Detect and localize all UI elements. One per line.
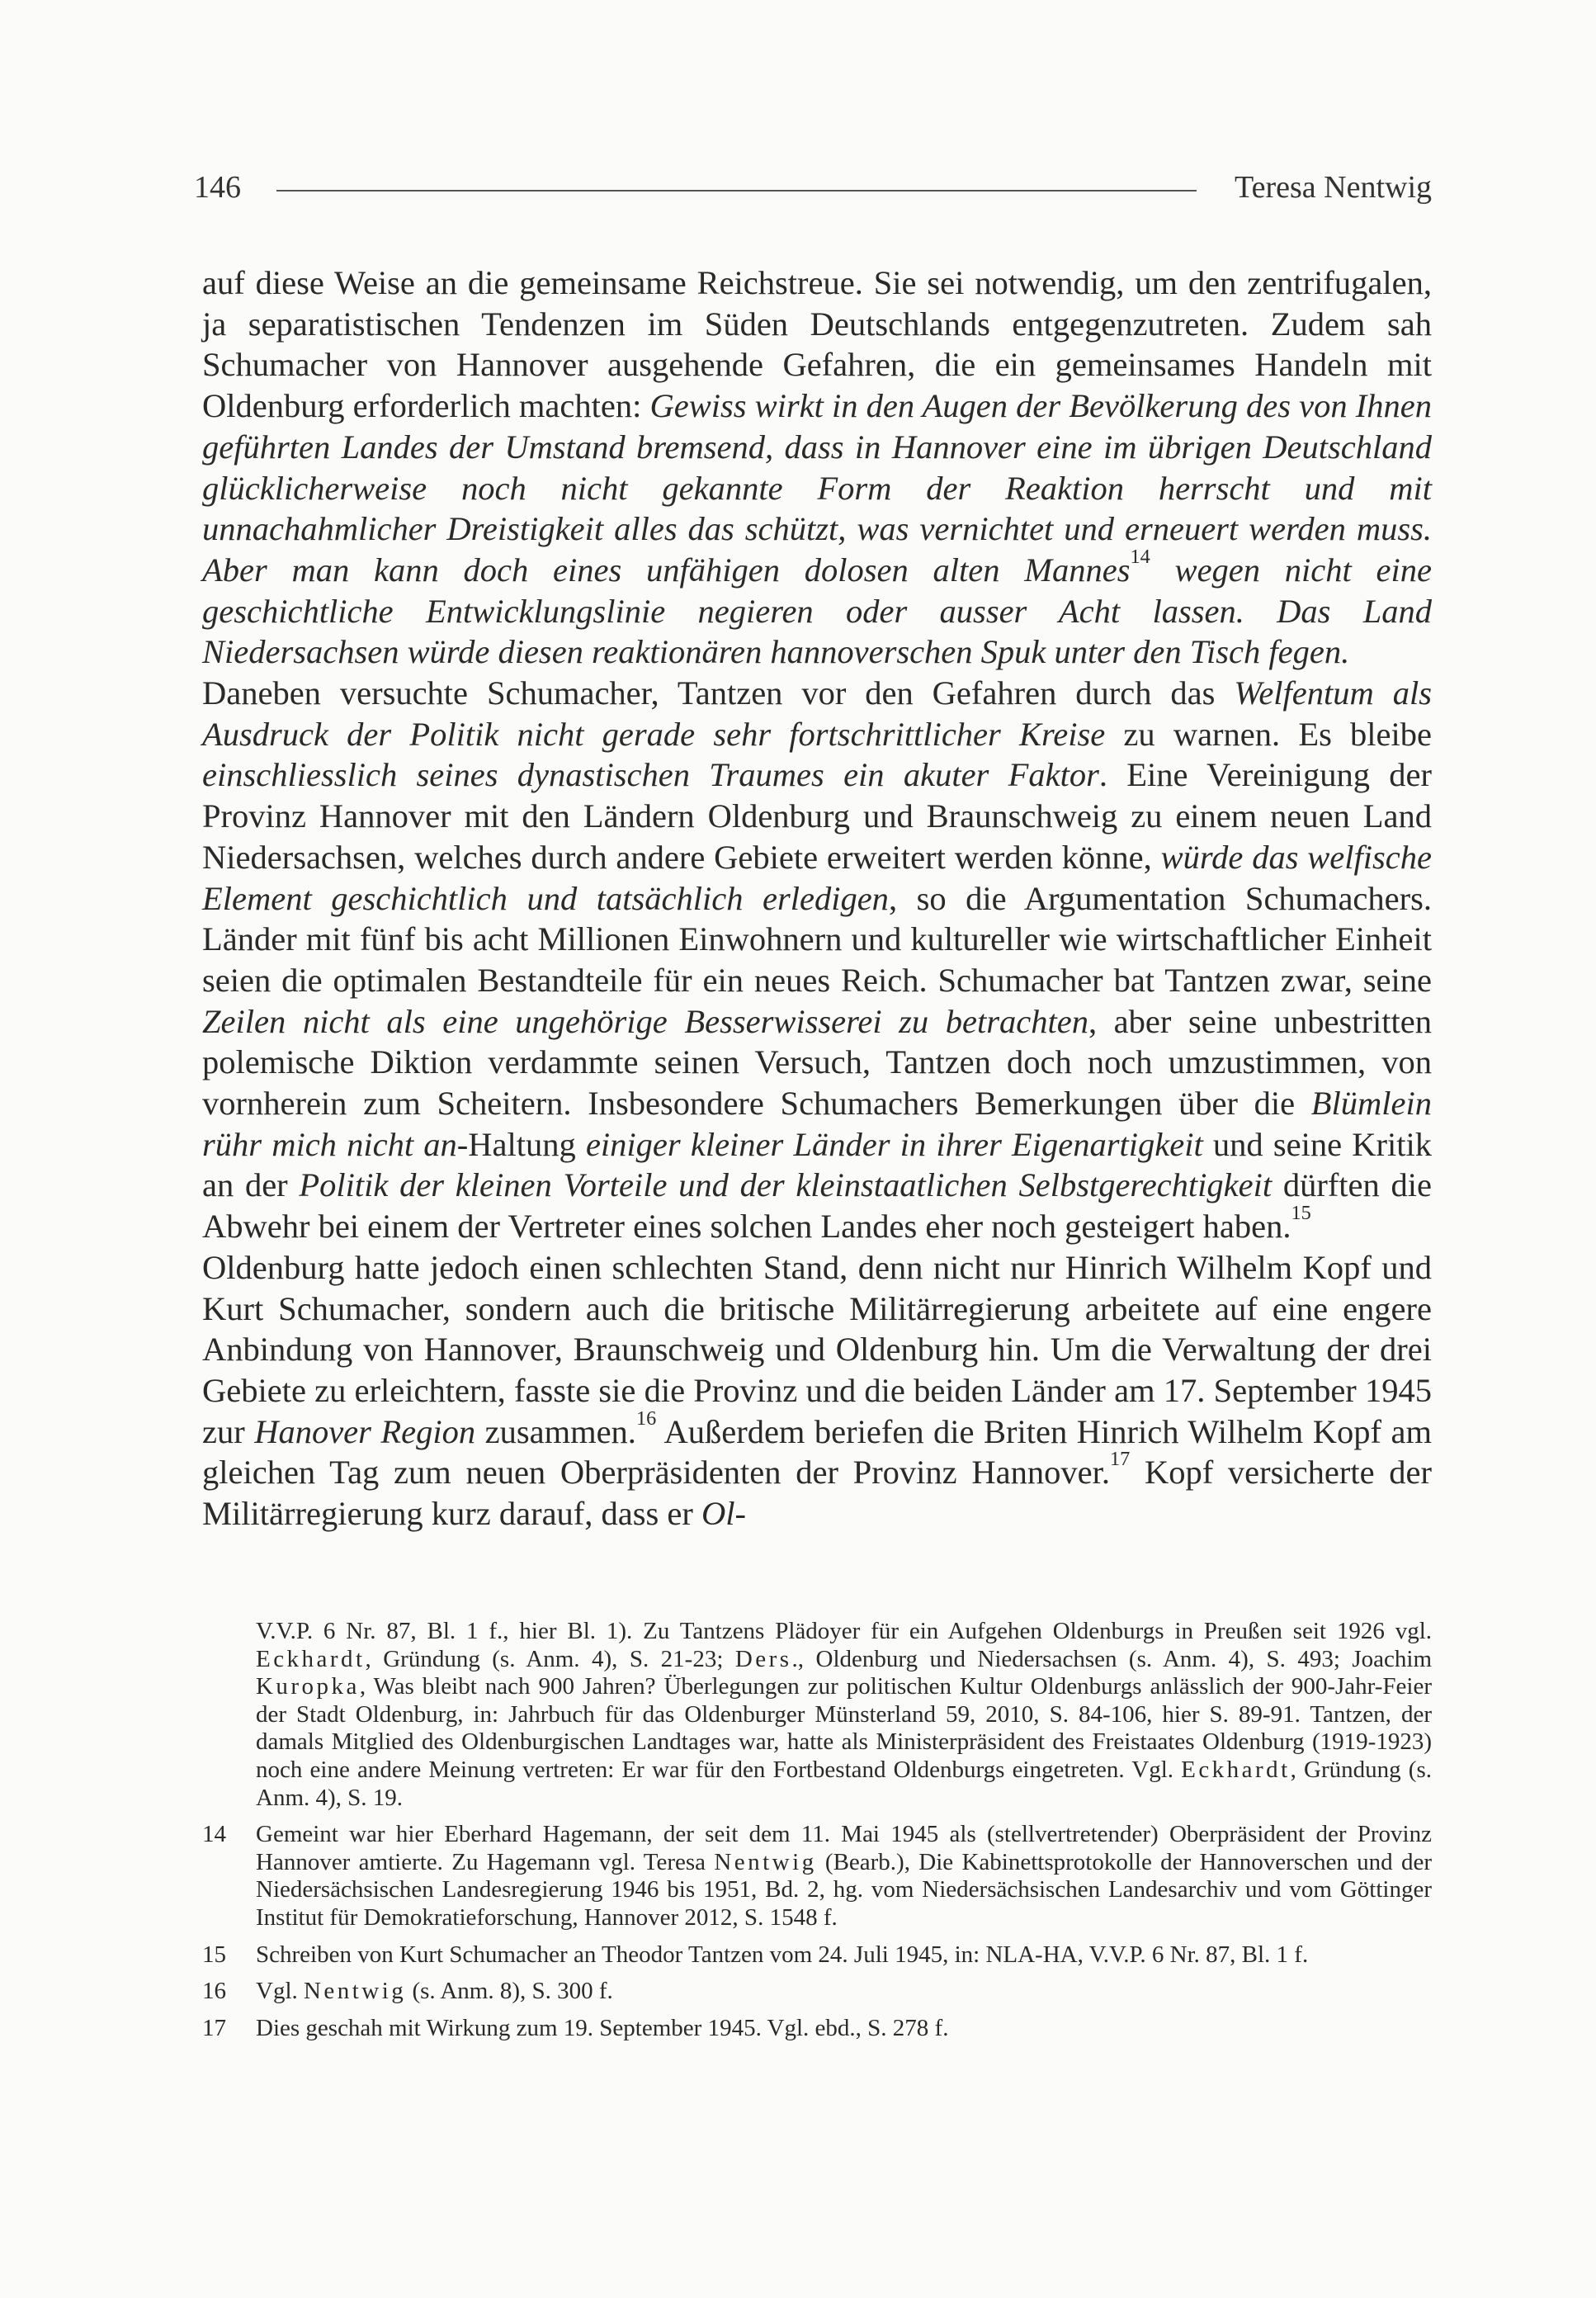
page-number: 146 [194,170,241,205]
paragraph-3 [202,1247,1432,1534]
author-name: Eckhardt [256,1645,366,1672]
text-run: , Gründung (s. Anm. 4), S. 19. [256,1756,1432,1811]
footnote-number: 15 [202,1941,226,1968]
running-header [194,169,1432,215]
text-run: auf diese Weise an die gemeinsame Reichstreue. Sie sei notwendig, um den zentrifugalen, ja separatistischen Tendenzen im Süden Deutschlands entgegenzutreten. Zudem sah Schumacher von Hannover ausgehende Gefahren, die ein gemeinsames Handeln mit Oldenburg erforderlich machten: [202,264,1432,425]
running-author: Teresa Nentwig [1235,170,1432,205]
paragraph-2 [202,673,1432,1247]
footnote-ref-14: 14 [1130,546,1150,569]
header-rule [276,190,1197,192]
quote-run: wegen nicht eine geschichtliche Entwicklungslinie negieren oder ausser Acht lassen. Das Land Niedersachsen würde diesen reaktionären hannoverschen Spuk unter den Tisch fegen. [202,551,1432,671]
author-name: Kuropka [256,1673,360,1700]
text-run: dürften die Abwehr bei einem der Vertreter eines solchen Landes eher noch gesteigert haben. [202,1166,1432,1246]
text-run: , Gründung (s. Anm. 4), S. 21-23; [365,1645,735,1672]
footnote-17 [202,2015,1432,2043]
footnote-number: 17 [202,2014,226,2041]
quote-run: einschliesslich seines dynastischen Traumes ein akuter Faktor [202,756,1099,794]
quote-run: Welfentum als Ausdruck der Politik nicht gerade sehr fortschrittlicher Kreise [202,674,1432,753]
footnote-16 [202,1978,1432,2006]
text-run: , so die Argumentation Schumachers. Länder mit fünf bis acht Millionen Einwohnern und kultureller wie wirtschaftlicher Einheit seien die optimalen Bestandteile für ein neues Reich. Schumacher bat Tantzen zwar, seine [202,879,1432,999]
quote-run: einiger kleiner Länder in ihrer Eigenartigkeit [585,1125,1203,1163]
footnotes [202,1618,1432,2051]
text-run: Kopf versicherte der Militärregierung kurz darauf, dass er [202,1454,1433,1533]
text-run: zu warnen. Es bleibe [1105,715,1432,753]
quote-run: Ol- [701,1495,747,1533]
text-run: und seine Kritik an der [202,1125,1433,1204]
text-run: Oldenburg hatte jedoch einen schlechten Stand, denn nicht nur Hinrich Wilhelm Kopf und Kurt Schumacher, sondern auch die britische Militärregierung arbeitete auf eine engere Anbindung von Hannover, Braunschweig und Oldenburg hin. Um die Verwaltung der drei Gebiete zu erleichtern, fasste sie die Provinz und die beiden Länder am 17. September 1945 zur [202,1248,1432,1450]
text-run: -Haltung [456,1125,586,1163]
text-run: Daneben versuchte Schumacher, Tantzen vor den Gefahren durch das [202,674,1235,712]
footnote-ref-15: 15 [1291,1202,1311,1225]
footnote-ref-16: 16 [635,1407,657,1430]
quote-run: Politik der kleinen Vorteile und der kleinstaatlichen Selbstgerechtigkeit [299,1166,1273,1204]
footnote-14 [202,1821,1432,1932]
author-name: Ders [734,1645,792,1672]
quote-run: Gewiss wirkt in den Augen der Bevölkerung des von Ihnen geführten Landes der Umstand bremsend, dass in Hannover eine im übrigen Deutschland glücklicherweise noch nicht gekannte Form der Reaktion herrscht und mit unnachahmlicher Dreistigkeit alles das schützt, was vernichtet und erneuert werden muss. Aber man kann doch eines unfähigen dolosen alten Mannes [202,387,1433,589]
text-run: zusammen. [475,1412,636,1450]
text-run: (Bearb.), Die Kabinettsprotokolle der Hannoverschen und der Niedersächsischen Landesregierung 1946 bis 1951, Bd. 2, hg. vom Niedersächsischen Landesarchiv und vom Göttinger Institut für Demokratieforschung, Hannover 2012, S. 1548 f. [256,1848,1433,1931]
text-run: Vgl. [256,1978,304,2005]
text-run: Gemeint war hier Eberhard Hagemann, der seit dem 11. Mai 1945 als (stellvertretender) Oberpräsident der Provinz Hannover amtierte. Zu Hagemann vgl. Teresa [256,1821,1432,1875]
paragraph-1 [202,262,1432,673]
quote-run: Zeilen nicht als eine ungehörige Besserwisserei zu betrachten [202,1002,1088,1040]
quote-run: würde das welfische Element geschichtlich und tatsächlich erledigen [202,838,1433,917]
quote-run: Blümlein rühr mich nicht an [202,1085,1432,1163]
text-run: Dies geschah mit Wirkung zum 19. September 1945. Vgl. ebd., S. 278 f. [256,2014,949,2041]
quote-run: Hanover Region [254,1412,476,1450]
text-run: . Eine Vereinigung der Provinz Hannover mit den Ländern Oldenburg und Braunschweig zu einem neuen Land Niedersachsen, welches durch andere Gebiete erweitert werden könne, [202,756,1432,876]
footnote-continuation [202,1618,1432,1812]
text-run: , aber seine unbestritten polemische Diktion verdammte seinen Versuch, Tantzen doch noch umzustimmen, von vornherein zum Scheitern. Insbesondere Schumachers Bemerkungen über die [202,1002,1432,1123]
text-run: V.V.P. 6 Nr. 87, Bl. 1 f., hier Bl. 1). Zu Tantzens Plädoyer für ein Aufgehen Oldenburgs in Preußen seit 1926 vgl. [256,1618,1432,1644]
footnote-number: 14 [202,1821,226,1848]
text-run: , Was bleibt nach 900 Jahren? Überlegungen zur politischen Kultur Oldenburgs anlässlich der 900-Jahr-Feier der Stadt Oldenburg, in: Jahrbuch für das Oldenburger Münsterland 59, 2010, S. 84-106, hier S. 89-91. Tantzen, der damals Mitglied des Oldenburgischen Landtages war, hatte als Ministerpräsident des Freistaates Oldenburg (1919-1923) noch eine andere Meinung vertreten: Er war für den Fortbestand Oldenburgs eingetreten. Vgl. [256,1673,1432,1783]
author-name: Nentwig [714,1848,817,1875]
author-name: Nentwig [304,1978,407,2005]
footnote-number: 16 [202,1978,226,2005]
text-run: Außerdem beriefen die Briten Hinrich Wilhelm Kopf am gleichen Tag zum neuen Oberpräsidenten der Provinz Hannover. [202,1412,1432,1492]
text-run: ., Oldenburg und Niedersachsen (s. Anm. 4), S. 493; Joachim [791,1645,1433,1672]
author-name: Eckhardt [1181,1756,1291,1783]
text-run: (s. Anm. 8), S. 300 f. [406,1978,613,2005]
main-text [202,262,1432,1534]
text-run: Schreiben von Kurt Schumacher an Theodor Tantzen vom 24. Juli 1945, in: NLA-HA, V.V.P. 6 Nr. 87, Bl. 1 f. [256,1941,1309,1968]
footnote-15 [202,1941,1432,1969]
footnote-ref-17: 17 [1109,1448,1131,1471]
